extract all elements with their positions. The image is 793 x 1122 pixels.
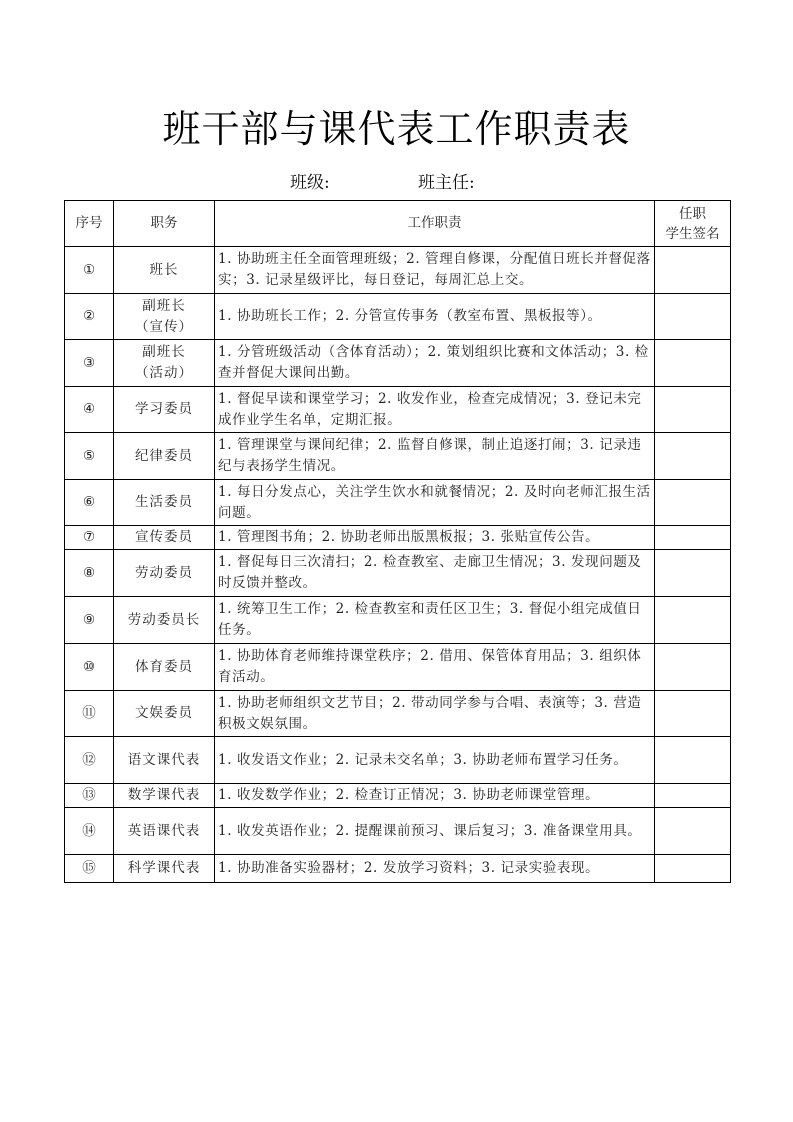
form-header-fields — [0, 168, 793, 192]
row-number: ⑭ — [65, 808, 114, 855]
header-signature-line1: 任职 — [679, 205, 706, 222]
duties-cell: 1. 管理课堂与课间纪律；2. 监督自修课，制止追逐打闹；3. 记录违纪与表扬学生情况。 — [215, 433, 655, 480]
signature-cell[interactable] — [655, 340, 731, 387]
signature-cell[interactable] — [655, 691, 731, 737]
role-name: 副班长 — [142, 344, 186, 360]
table-row — [65, 808, 731, 855]
header-signature-line2: 学生签名 — [665, 225, 720, 242]
table-row — [65, 340, 731, 387]
table-row — [65, 855, 731, 883]
role-name: 副班长 — [142, 297, 186, 314]
row-number: ⑧ — [65, 550, 114, 597]
table-row — [65, 784, 731, 808]
role-name: 劳动委员 — [135, 564, 193, 581]
page-title: 班干部与课代表工作职责表 — [162, 107, 631, 151]
duties-cell: 1. 督促每日三次清扫；2. 检查教室、走廊卫生情况；3. 发现问题及时反馈并整改。 — [215, 550, 655, 597]
table-row — [65, 597, 731, 644]
role-cell — [114, 808, 215, 855]
duties-cell: 1. 每日分发点心，关注学生饮水和就餐情况；2. 及时向老师汇报生活问题。 — [215, 480, 655, 526]
role-cell — [114, 550, 215, 597]
table-row — [65, 247, 731, 294]
signature-cell[interactable] — [655, 480, 731, 526]
signature-cell[interactable] — [655, 387, 731, 433]
role-name: 数学课代表 — [127, 787, 201, 803]
role-name: 学习委员 — [135, 401, 193, 417]
role-name: 劳动委员长 — [127, 611, 201, 628]
role-subtitle: （活动） — [135, 365, 193, 381]
duties-cell: 1. 收发语文作业；2. 记录未交名单；3. 协助老师布置学习任务。 — [215, 737, 655, 784]
role-name: 文娱委员 — [135, 705, 193, 721]
role-cell — [114, 691, 215, 737]
row-number: ⑮ — [65, 855, 114, 883]
signature-cell[interactable] — [655, 433, 731, 480]
row-number: ③ — [65, 340, 114, 387]
duties-cell: 1. 协助班主任全面管理班级；2. 管理自修课，分配值日班长并督促落实；3. 记录星级评比，每日登记，每周汇总上交。 — [215, 247, 655, 294]
duties-cell: 1. 统筹卫生工作；2. 检查教室和责任区卫生；3. 督促小组完成值日任务。 — [215, 597, 655, 644]
role-cell — [114, 737, 215, 784]
duties-cell: 1. 管理图书角；2. 协助老师出版黑板报；3. 张贴宣传公告。 — [215, 526, 655, 550]
row-number: ⑦ — [65, 526, 114, 550]
row-number: ④ — [65, 387, 114, 433]
role-name: 生活委员 — [135, 494, 193, 510]
row-number: ⑪ — [65, 691, 114, 737]
signature-cell[interactable] — [655, 526, 731, 550]
role-cell — [114, 784, 215, 808]
duties-cell: 1. 分管班级活动（含体育活动）；2. 策划组织比赛和文体活动；3. 检查并督促大课间出勤。 — [215, 340, 655, 387]
signature-cell[interactable] — [655, 737, 731, 784]
table-row — [65, 644, 731, 691]
role-cell — [114, 387, 215, 433]
signature-cell[interactable] — [655, 855, 731, 883]
duties-cell: 1. 收发英语作业；2. 提醒课前预习、课后复习；3. 准备课堂用具。 — [215, 808, 655, 855]
duties-cell: 1. 协助班长工作；2. 分管宣传事务（教室布置、黑板报等）。 — [215, 294, 655, 340]
row-number: ⑬ — [65, 784, 114, 808]
row-number: ⑤ — [65, 433, 114, 480]
header-index: 序号 — [65, 201, 114, 247]
table-row — [65, 294, 731, 340]
role-name: 班长 — [149, 261, 179, 278]
role-name: 英语课代表 — [127, 822, 201, 839]
role-cell — [114, 247, 215, 294]
table-row — [65, 737, 731, 784]
row-number: ⑨ — [65, 597, 114, 644]
table-row — [65, 550, 731, 597]
duties-cell: 1. 协助准备实验器材；2. 发放学习资料；3. 记录实验表现。 — [215, 855, 655, 883]
head-teacher-label: 班主任: — [418, 173, 475, 193]
role-subtitle: （宣传） — [135, 318, 193, 335]
role-name: 纪律委员 — [135, 447, 193, 464]
row-number: ⑩ — [65, 644, 114, 691]
table-header-row — [65, 201, 731, 247]
role-cell — [114, 526, 215, 550]
role-cell — [114, 340, 215, 387]
row-number: ① — [65, 247, 114, 294]
signature-cell[interactable] — [655, 644, 731, 691]
duties-cell: 1. 督促早读和课堂学习；2. 收发作业，检查完成情况；3. 登记未完成作业学生名单，定期汇报。 — [215, 387, 655, 433]
header-duties: 工作职责 — [215, 201, 655, 247]
signature-cell[interactable] — [655, 597, 731, 644]
table-row — [65, 526, 731, 550]
header-position: 职务 — [114, 201, 215, 247]
role-name: 科学课代表 — [127, 860, 201, 876]
role-cell — [114, 644, 215, 691]
role-name: 宣传委员 — [135, 529, 193, 545]
duty-table — [64, 200, 731, 883]
role-cell — [114, 480, 215, 526]
signature-cell[interactable] — [655, 808, 731, 855]
role-name: 体育委员 — [135, 658, 193, 675]
role-cell — [114, 294, 215, 340]
role-cell — [114, 855, 215, 883]
table-row — [65, 387, 731, 433]
duties-cell: 1. 收发数学作业；2. 检查订正情况；3. 协助老师课堂管理。 — [215, 784, 655, 808]
role-cell — [114, 433, 215, 480]
row-number: ⑫ — [65, 737, 114, 784]
row-number: ⑥ — [65, 480, 114, 526]
role-cell — [114, 597, 215, 644]
duties-cell: 1. 协助体育老师维持课堂秩序；2. 借用、保管体育用品；3. 组织体育活动。 — [215, 644, 655, 691]
signature-cell[interactable] — [655, 550, 731, 597]
table-row — [65, 433, 731, 480]
table-row — [65, 480, 731, 526]
signature-cell[interactable] — [655, 294, 731, 340]
class-label: 班级: — [290, 173, 330, 193]
table-row — [65, 691, 731, 737]
header-signature — [655, 201, 731, 247]
role-name: 语文课代表 — [127, 751, 201, 768]
duties-cell: 1. 协助老师组织文艺节目；2. 带动同学参与合唱、表演等；3. 营造积极文娱氛围。 — [215, 691, 655, 737]
row-number: ② — [65, 294, 114, 340]
signature-cell[interactable] — [655, 784, 731, 808]
signature-cell[interactable] — [655, 247, 731, 294]
